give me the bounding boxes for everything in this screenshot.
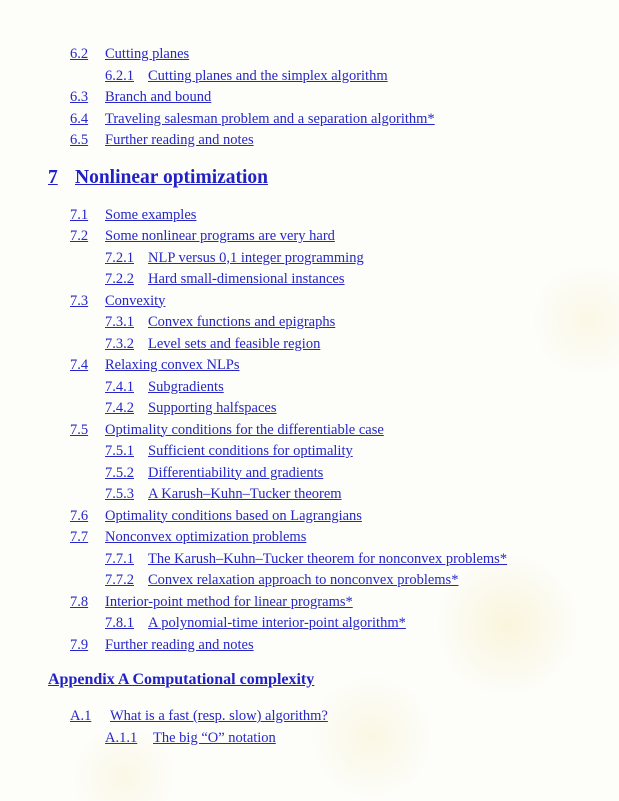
toc-entry-number-link[interactable]: 7.3.1 (105, 314, 134, 330)
toc-entry-title-link[interactable]: Branch and bound (105, 89, 212, 105)
toc-entry-number-link[interactable]: 7.7 (70, 529, 89, 545)
toc-entry (70, 109, 619, 131)
toc-entry-number-link[interactable]: 7.4.2 (105, 400, 134, 416)
toc-entry (70, 226, 619, 248)
toc-entry-number-link[interactable]: 7.8 (70, 593, 89, 610)
toc-entry-title-link[interactable]: Convex functions and epigraphs (148, 314, 336, 330)
toc-entry-number-link[interactable]: 7.2 (70, 228, 89, 244)
toc-entry-number-link[interactable]: 7.5.3 (105, 486, 134, 502)
toc-entry-number-link[interactable]: 7.3 (70, 292, 89, 309)
toc-entry-number-link[interactable]: 7.9 (70, 636, 89, 653)
toc-entry-number-link[interactable]: 7.5 (70, 421, 89, 438)
toc-entry-number-link[interactable]: A.1 (70, 708, 92, 724)
toc-entry-title-link[interactable]: Convex relaxation approach to nonconvex problems* (148, 572, 459, 588)
toc-entry (105, 613, 619, 635)
toc-entry-title-link[interactable]: What is a fast (resp. slow) algorithm? (110, 708, 328, 724)
toc-entry-title-link[interactable]: Supporting halfspaces (148, 400, 277, 416)
toc-entry-title-link[interactable]: Sufficient conditions for optimality (148, 443, 353, 459)
toc-entry-title-link[interactable]: Some examples (105, 206, 197, 223)
toc-entry-number-link[interactable]: 7.7.2 (105, 572, 134, 588)
toc-entry-number-link[interactable]: 6.4 (70, 110, 89, 127)
toc-entry-title-link[interactable]: Further reading and notes (105, 636, 254, 653)
toc-entry (70, 44, 619, 66)
toc-entry-title-link[interactable]: Optimality conditions based on Lagrangians (105, 507, 362, 524)
toc-entry-title-link[interactable]: Some nonlinear programs are very hard (105, 228, 335, 244)
toc-entry (70, 527, 619, 549)
toc-entry-number-link[interactable]: 7.6 (70, 507, 89, 524)
toc-entry-number-link[interactable]: 6.5 (70, 132, 89, 148)
toc-entry (70, 420, 619, 442)
appendix-heading (48, 670, 619, 690)
toc-entry (105, 484, 619, 506)
toc-entry-title-link[interactable]: Nonlinear optimization (75, 166, 269, 188)
toc-entry-title-link[interactable]: The Karush–Kuhn–Tucker theorem for nonconvex problems* (148, 550, 508, 567)
toc-entry (70, 506, 619, 528)
toc-entry (105, 398, 619, 420)
toc-entry-title-link[interactable]: The big “O” notation (153, 729, 276, 746)
toc-entry-title-link[interactable]: Nonconvex optimization problems (105, 529, 307, 545)
toc-entry (70, 592, 619, 614)
toc-entry-title-link[interactable]: Cutting planes and the simplex algorithm (148, 67, 388, 84)
toc-entry-title-link[interactable]: NLP versus 0,1 integer programming (148, 249, 364, 266)
toc-entry-number-link[interactable]: 7.5.2 (105, 464, 134, 481)
toc-entry (105, 312, 619, 334)
toc-entry (105, 570, 619, 592)
toc-entry (70, 205, 619, 227)
toc-entry-number-link[interactable]: 7.1 (70, 206, 89, 223)
toc-entry (70, 355, 619, 377)
table-of-contents (0, 44, 619, 749)
toc-entry (105, 549, 619, 571)
toc-entry-title-link[interactable]: Subgradients (148, 378, 224, 395)
toc-entry (105, 441, 619, 463)
toc-entry-title-link[interactable]: Optimality conditions for the differentiable case (105, 421, 384, 438)
toc-entry-title-link[interactable]: A polynomial-time interior-point algorithm* (148, 615, 406, 631)
toc-entry-title-link[interactable]: Relaxing convex NLPs (105, 357, 240, 373)
toc-entry-number-link[interactable]: 7.2.1 (105, 249, 134, 266)
toc-entry (105, 377, 619, 399)
toc-entry (105, 248, 619, 270)
toc-entry-number-link[interactable]: 7.4 (70, 357, 89, 373)
toc-entry-title-link[interactable]: Hard small-dimensional instances (148, 271, 345, 287)
toc-entry-title-link[interactable]: Level sets and feasible region (148, 335, 321, 352)
toc-entry-number-link[interactable]: 6.2 (70, 46, 89, 62)
toc-entry (70, 706, 619, 728)
toc-entry-title-link[interactable]: Differentiability and gradients (148, 464, 324, 481)
toc-entry-number-link[interactable]: 7.3.2 (105, 335, 134, 352)
toc-entry (70, 130, 619, 152)
toc-entry-number-link[interactable]: 7.5.1 (105, 443, 134, 459)
toc-entry-number-link[interactable]: 7.2.2 (105, 271, 134, 287)
toc-entry-title-link[interactable]: A Karush–Kuhn–Tucker theorem (148, 486, 342, 502)
toc-entry (70, 87, 619, 109)
toc-entry (105, 463, 619, 485)
toc-entry-number-link[interactable]: 7.8.1 (105, 615, 134, 631)
toc-entry (105, 728, 619, 750)
toc-entry-title-link[interactable]: Further reading and notes (105, 132, 254, 148)
toc-entry-number-link[interactable]: 7.4.1 (105, 378, 134, 395)
toc-entry (70, 635, 619, 657)
toc-entry-number-link[interactable]: 7 (48, 166, 58, 188)
toc-entry (105, 66, 619, 88)
toc-entry (105, 334, 619, 356)
toc-entry-number-link[interactable]: 7.7.1 (105, 550, 134, 567)
toc-entry-number-link[interactable]: A.1.1 (105, 729, 138, 746)
toc-entry (70, 291, 619, 313)
toc-entry-title-link[interactable]: Appendix A Computational complexity (48, 671, 315, 688)
toc-entry-title-link[interactable]: Convexity (105, 292, 166, 309)
toc-entry-title-link[interactable]: Interior-point method for linear programs* (105, 593, 353, 610)
toc-entry-number-link[interactable]: 6.2.1 (105, 67, 134, 84)
toc-entry-number-link[interactable]: 6.3 (70, 89, 89, 105)
toc-entry (105, 269, 619, 291)
toc-entry-title-link[interactable]: Cutting planes (105, 46, 190, 62)
chapter-heading (48, 166, 619, 190)
toc-entry-title-link[interactable]: Traveling salesman problem and a separation algorithm* (105, 110, 435, 127)
